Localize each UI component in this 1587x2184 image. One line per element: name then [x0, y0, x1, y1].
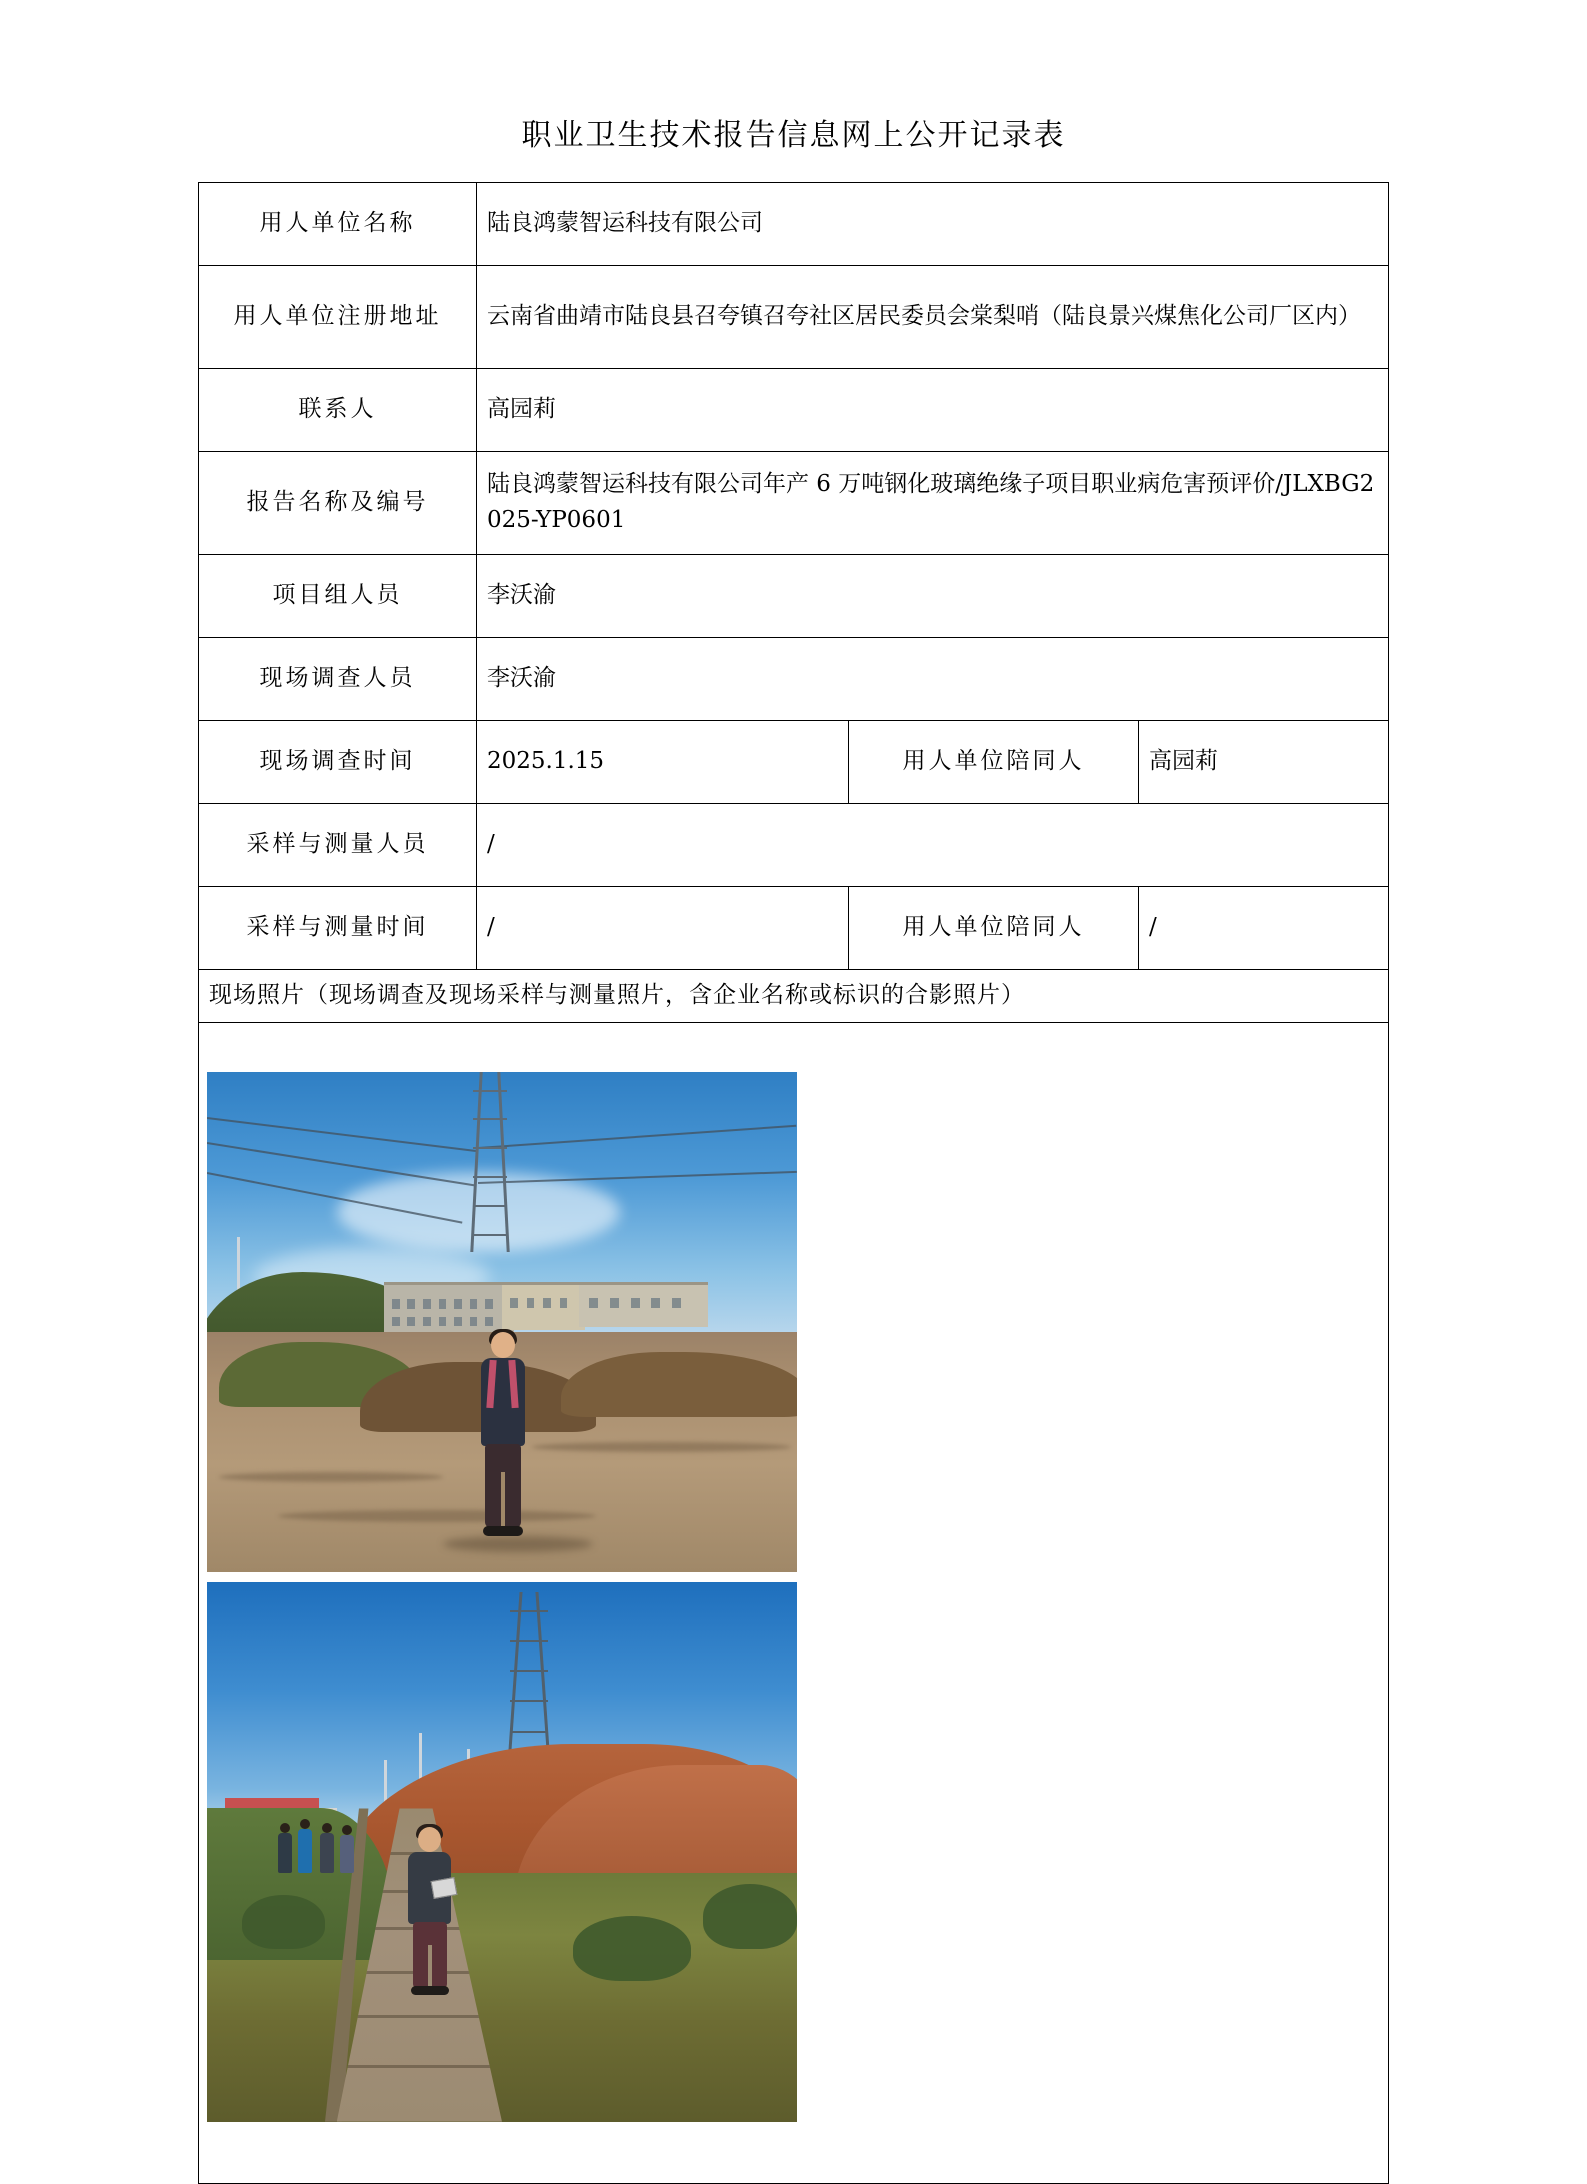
row-value: /: [477, 804, 1389, 887]
companion-value: /: [1139, 887, 1389, 970]
row-label: 采样与测量时间: [199, 887, 477, 970]
photos-cell: [199, 1022, 1389, 2183]
row-label: 项目组人员: [199, 555, 477, 638]
person-figure: [340, 1835, 354, 1873]
row-value: 李沃渝: [477, 555, 1389, 638]
factory-building: [502, 1282, 585, 1330]
worker-group: [278, 1817, 368, 1873]
table-row: [199, 638, 1389, 721]
dirt-mound: [561, 1352, 797, 1417]
person-figure: [278, 1833, 292, 1873]
row-value: 李沃渝: [477, 638, 1389, 721]
photo-stack: [199, 1064, 1388, 2142]
row-label: 现场调查人员: [199, 638, 477, 721]
companion-label: 用人单位陪同人: [849, 887, 1139, 970]
table-row: [199, 183, 1389, 266]
person-figure: [473, 1332, 533, 1542]
table-row-sampling-time: [199, 887, 1389, 970]
table-row: [199, 555, 1389, 638]
sampling-time-value: /: [477, 887, 849, 970]
person-figure: [320, 1833, 334, 1873]
row-label: 采样与测量人员: [199, 804, 477, 887]
table-row: [199, 266, 1389, 369]
row-value: 陆良鸿蒙智运科技有限公司: [477, 183, 1389, 266]
tire-rut: [278, 1510, 597, 1522]
row-label: 现场调查时间: [199, 721, 477, 804]
page-title: 职业卫生技术报告信息网上公开记录表: [521, 118, 1066, 153]
tire-rut: [532, 1442, 792, 1452]
factory-building: [579, 1282, 709, 1328]
row-label: 报告名称及编号: [199, 452, 477, 555]
photos-header-label: 现场照片（现场调查及现场采样与测量照片，含企业名称或标识的合影照片）: [199, 970, 1389, 1023]
companion-value: 高园莉: [1139, 721, 1389, 804]
shrub: [573, 1916, 691, 1981]
shrub: [703, 1884, 797, 1949]
record-table: [198, 182, 1389, 2184]
transmission-tower-icon: [467, 1072, 513, 1252]
table-row-survey-time: [199, 721, 1389, 804]
table-row: [199, 369, 1389, 452]
row-label: 用人单位名称: [199, 183, 477, 266]
table-row: [199, 452, 1389, 555]
row-label: 联系人: [199, 369, 477, 452]
photos-row: [199, 1022, 1389, 2183]
site-photo-2: [207, 1582, 797, 2122]
photos-header-row: [199, 970, 1389, 1023]
row-value: 高园莉: [477, 369, 1389, 452]
row-label: 用人单位注册地址: [199, 266, 477, 369]
tire-rut: [219, 1472, 443, 1482]
companion-label: 用人单位陪同人: [849, 721, 1139, 804]
row-value: 陆良鸿蒙智运科技有限公司年产 6 万吨钢化玻璃绝缘子项目职业病危害预评价/JLXBG2025-YP0601: [477, 452, 1389, 555]
row-value: 云南省曲靖市陆良县召夸镇召夸社区居民委员会棠梨哨（陆良景兴煤焦化公司厂区内）: [477, 266, 1389, 369]
person-figure: [298, 1829, 312, 1873]
site-photo-1: [207, 1072, 797, 1572]
shrub: [242, 1895, 325, 1949]
survey-time-value: 2025.1.15: [477, 721, 849, 804]
person-figure-main: [402, 1827, 458, 2003]
table-row-sampling-staff: [199, 804, 1389, 887]
